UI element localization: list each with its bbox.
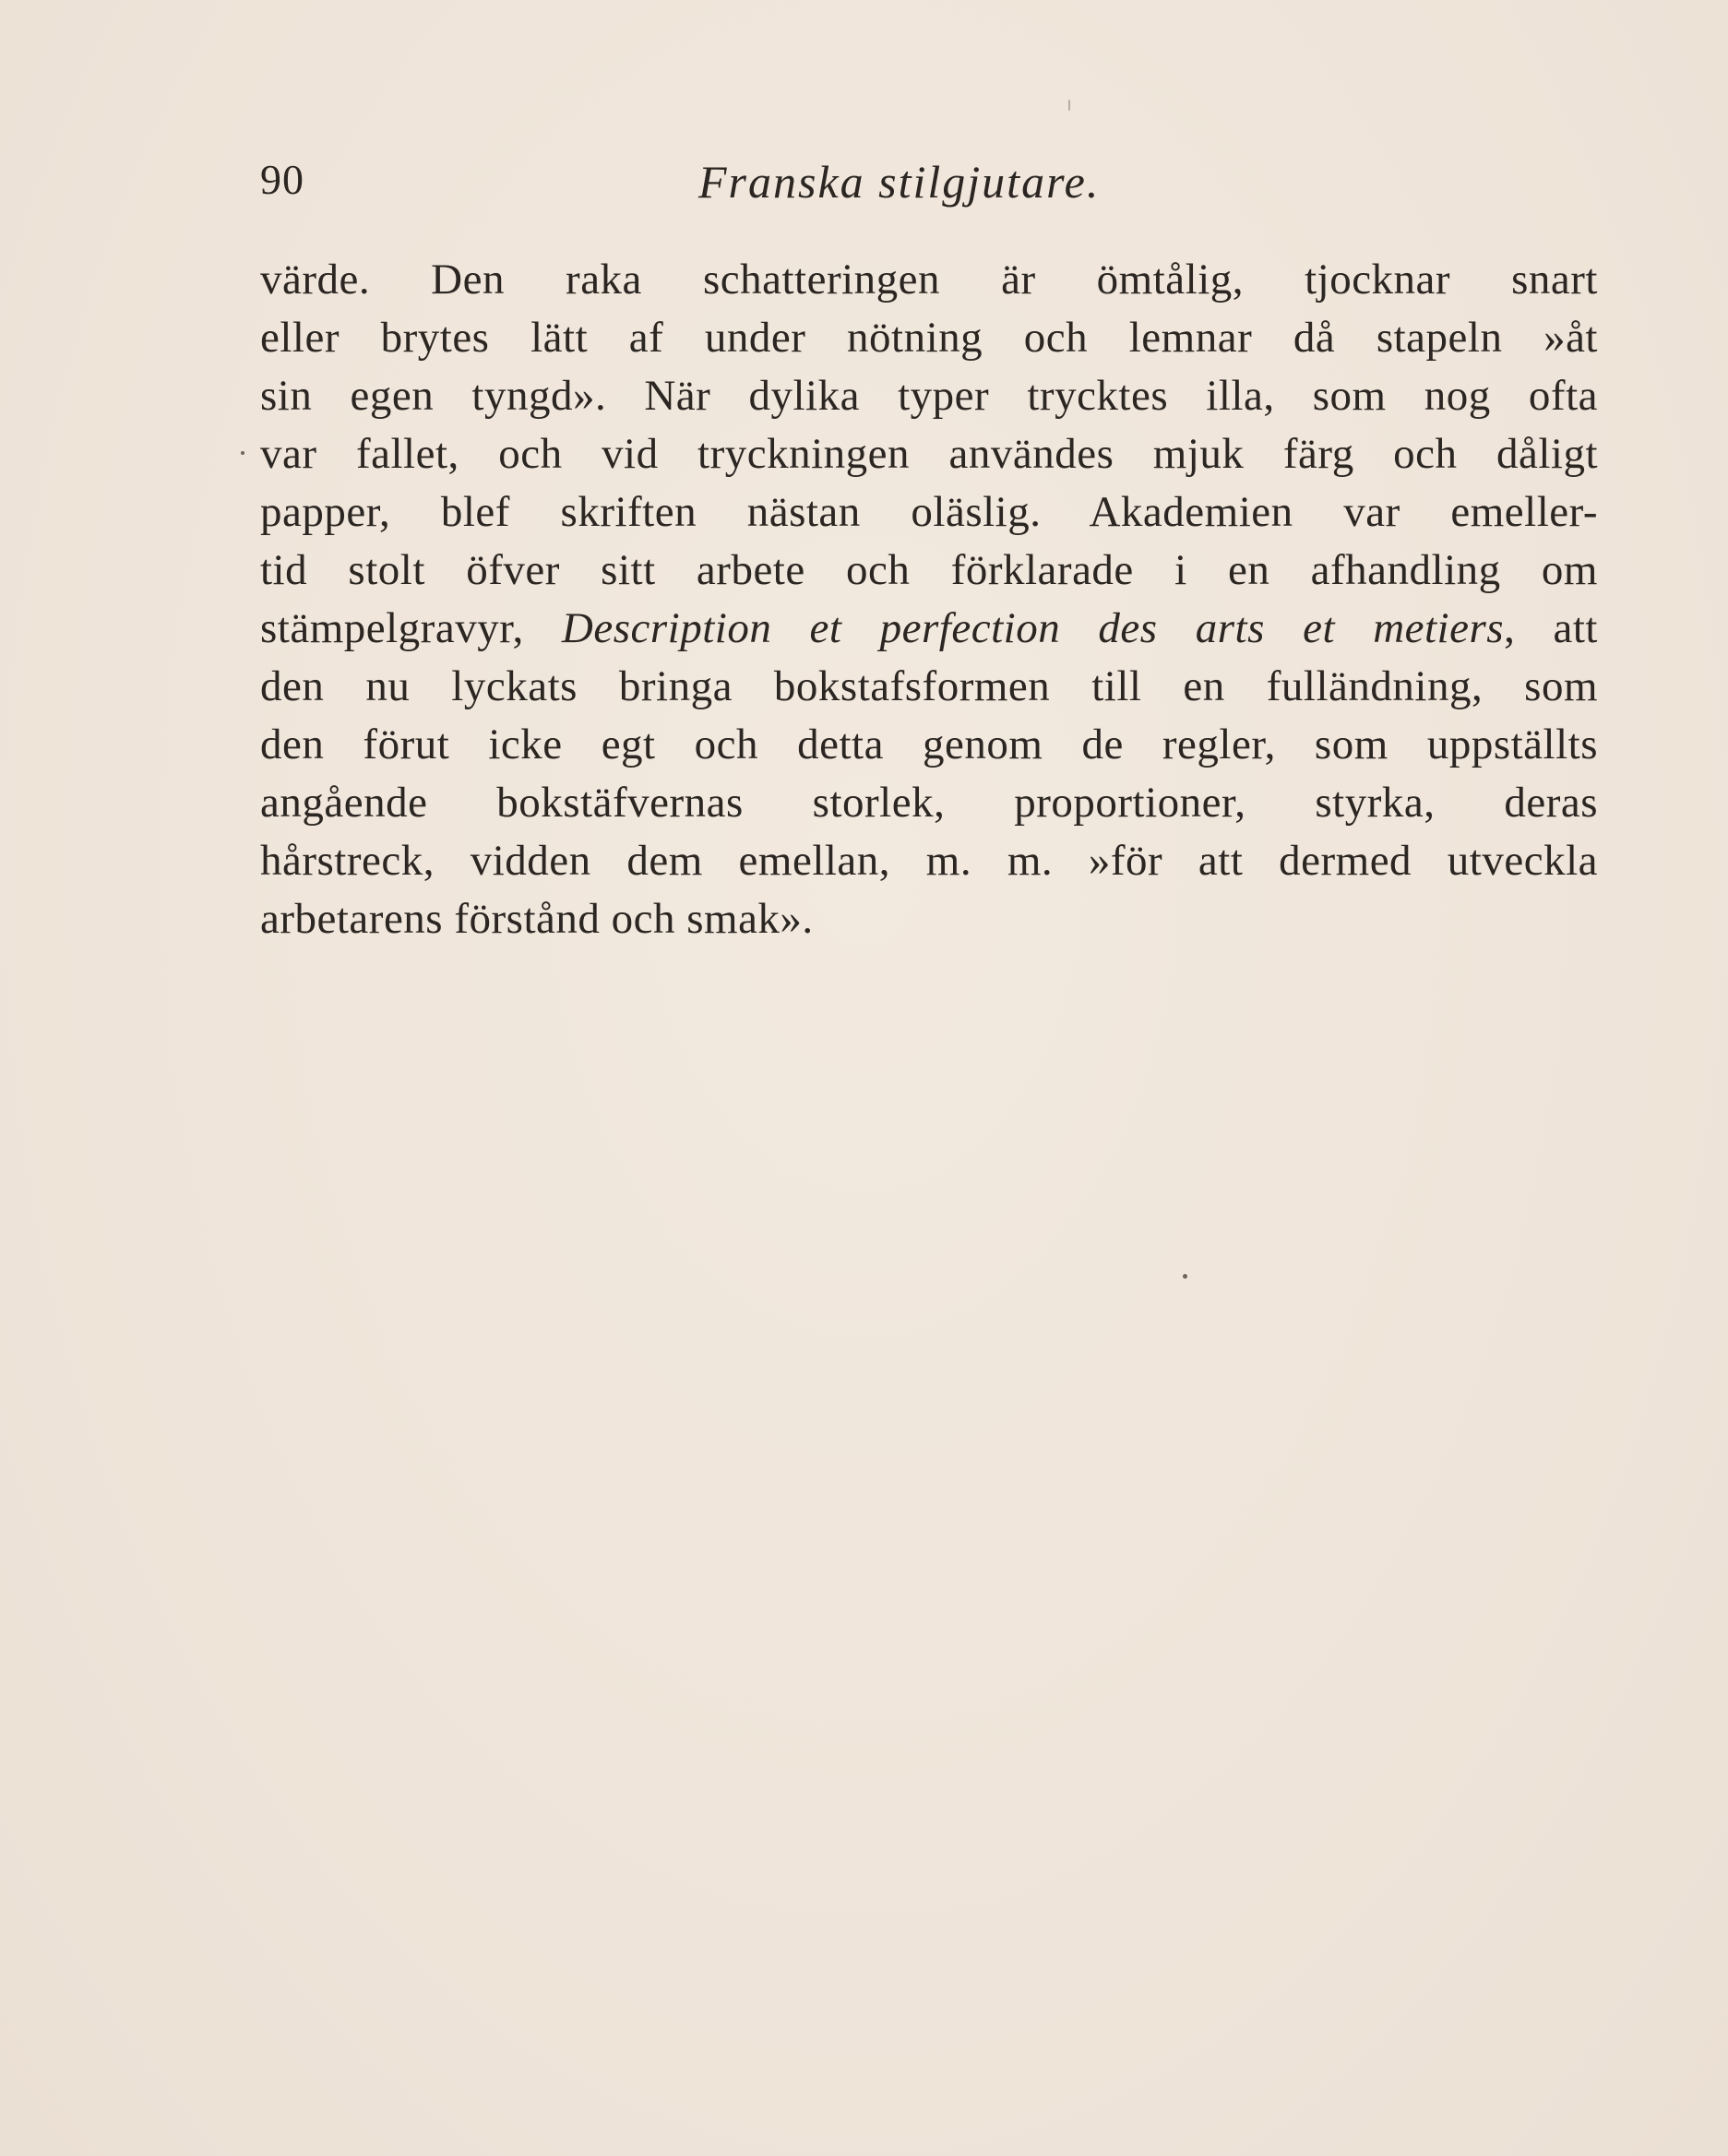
paper-speck — [241, 451, 244, 455]
text-line: sin egen tyngd». När dylika typer trycktes illa, som nog ofta — [260, 372, 1598, 420]
paper-speck — [1068, 100, 1070, 111]
text-segment: , att — [1504, 604, 1598, 652]
italic-book-title: Description et perfection des arts et metiers — [561, 604, 1505, 652]
text-line: eller brytes lätt af under nötning och lemnar då stapeln »åt — [260, 314, 1598, 362]
text-line: den förut icke egt och detta genom de regler, som uppställts — [260, 721, 1598, 768]
text-line: värde. Den raka schatteringen är ömtålig, tjocknar snart — [260, 256, 1598, 304]
running-head — [260, 155, 1598, 210]
text-line: var fallet, och vid tryckningen användes mjuk färg och dåligt — [260, 430, 1598, 478]
text-segment: stämpelgravyr, — [260, 604, 524, 652]
text-line: angående bokstäfvernas storlek, proportioner, styrka, deras — [260, 779, 1598, 827]
text-line — [260, 600, 1598, 658]
text-line: tid stolt öfver sitt arbete och förklarade i en afhandling om — [260, 546, 1598, 594]
running-title: Franska stilgjutare. — [698, 156, 1101, 208]
paper-speck — [1183, 1274, 1187, 1279]
text-line: arbetarens förstånd och smak». — [260, 895, 814, 943]
text-line: papper, blef skriften nästan oläslig. Akademien var emeller- — [260, 488, 1598, 536]
text-line: den nu lyckats bringa bokstafsformen till en fulländning, som — [260, 662, 1598, 710]
page-number: 90 — [260, 156, 304, 203]
body-paragraph — [260, 251, 1598, 948]
text-line: hårstreck, vidden dem emellan, m. m. »för att dermed utveckla — [260, 837, 1598, 885]
